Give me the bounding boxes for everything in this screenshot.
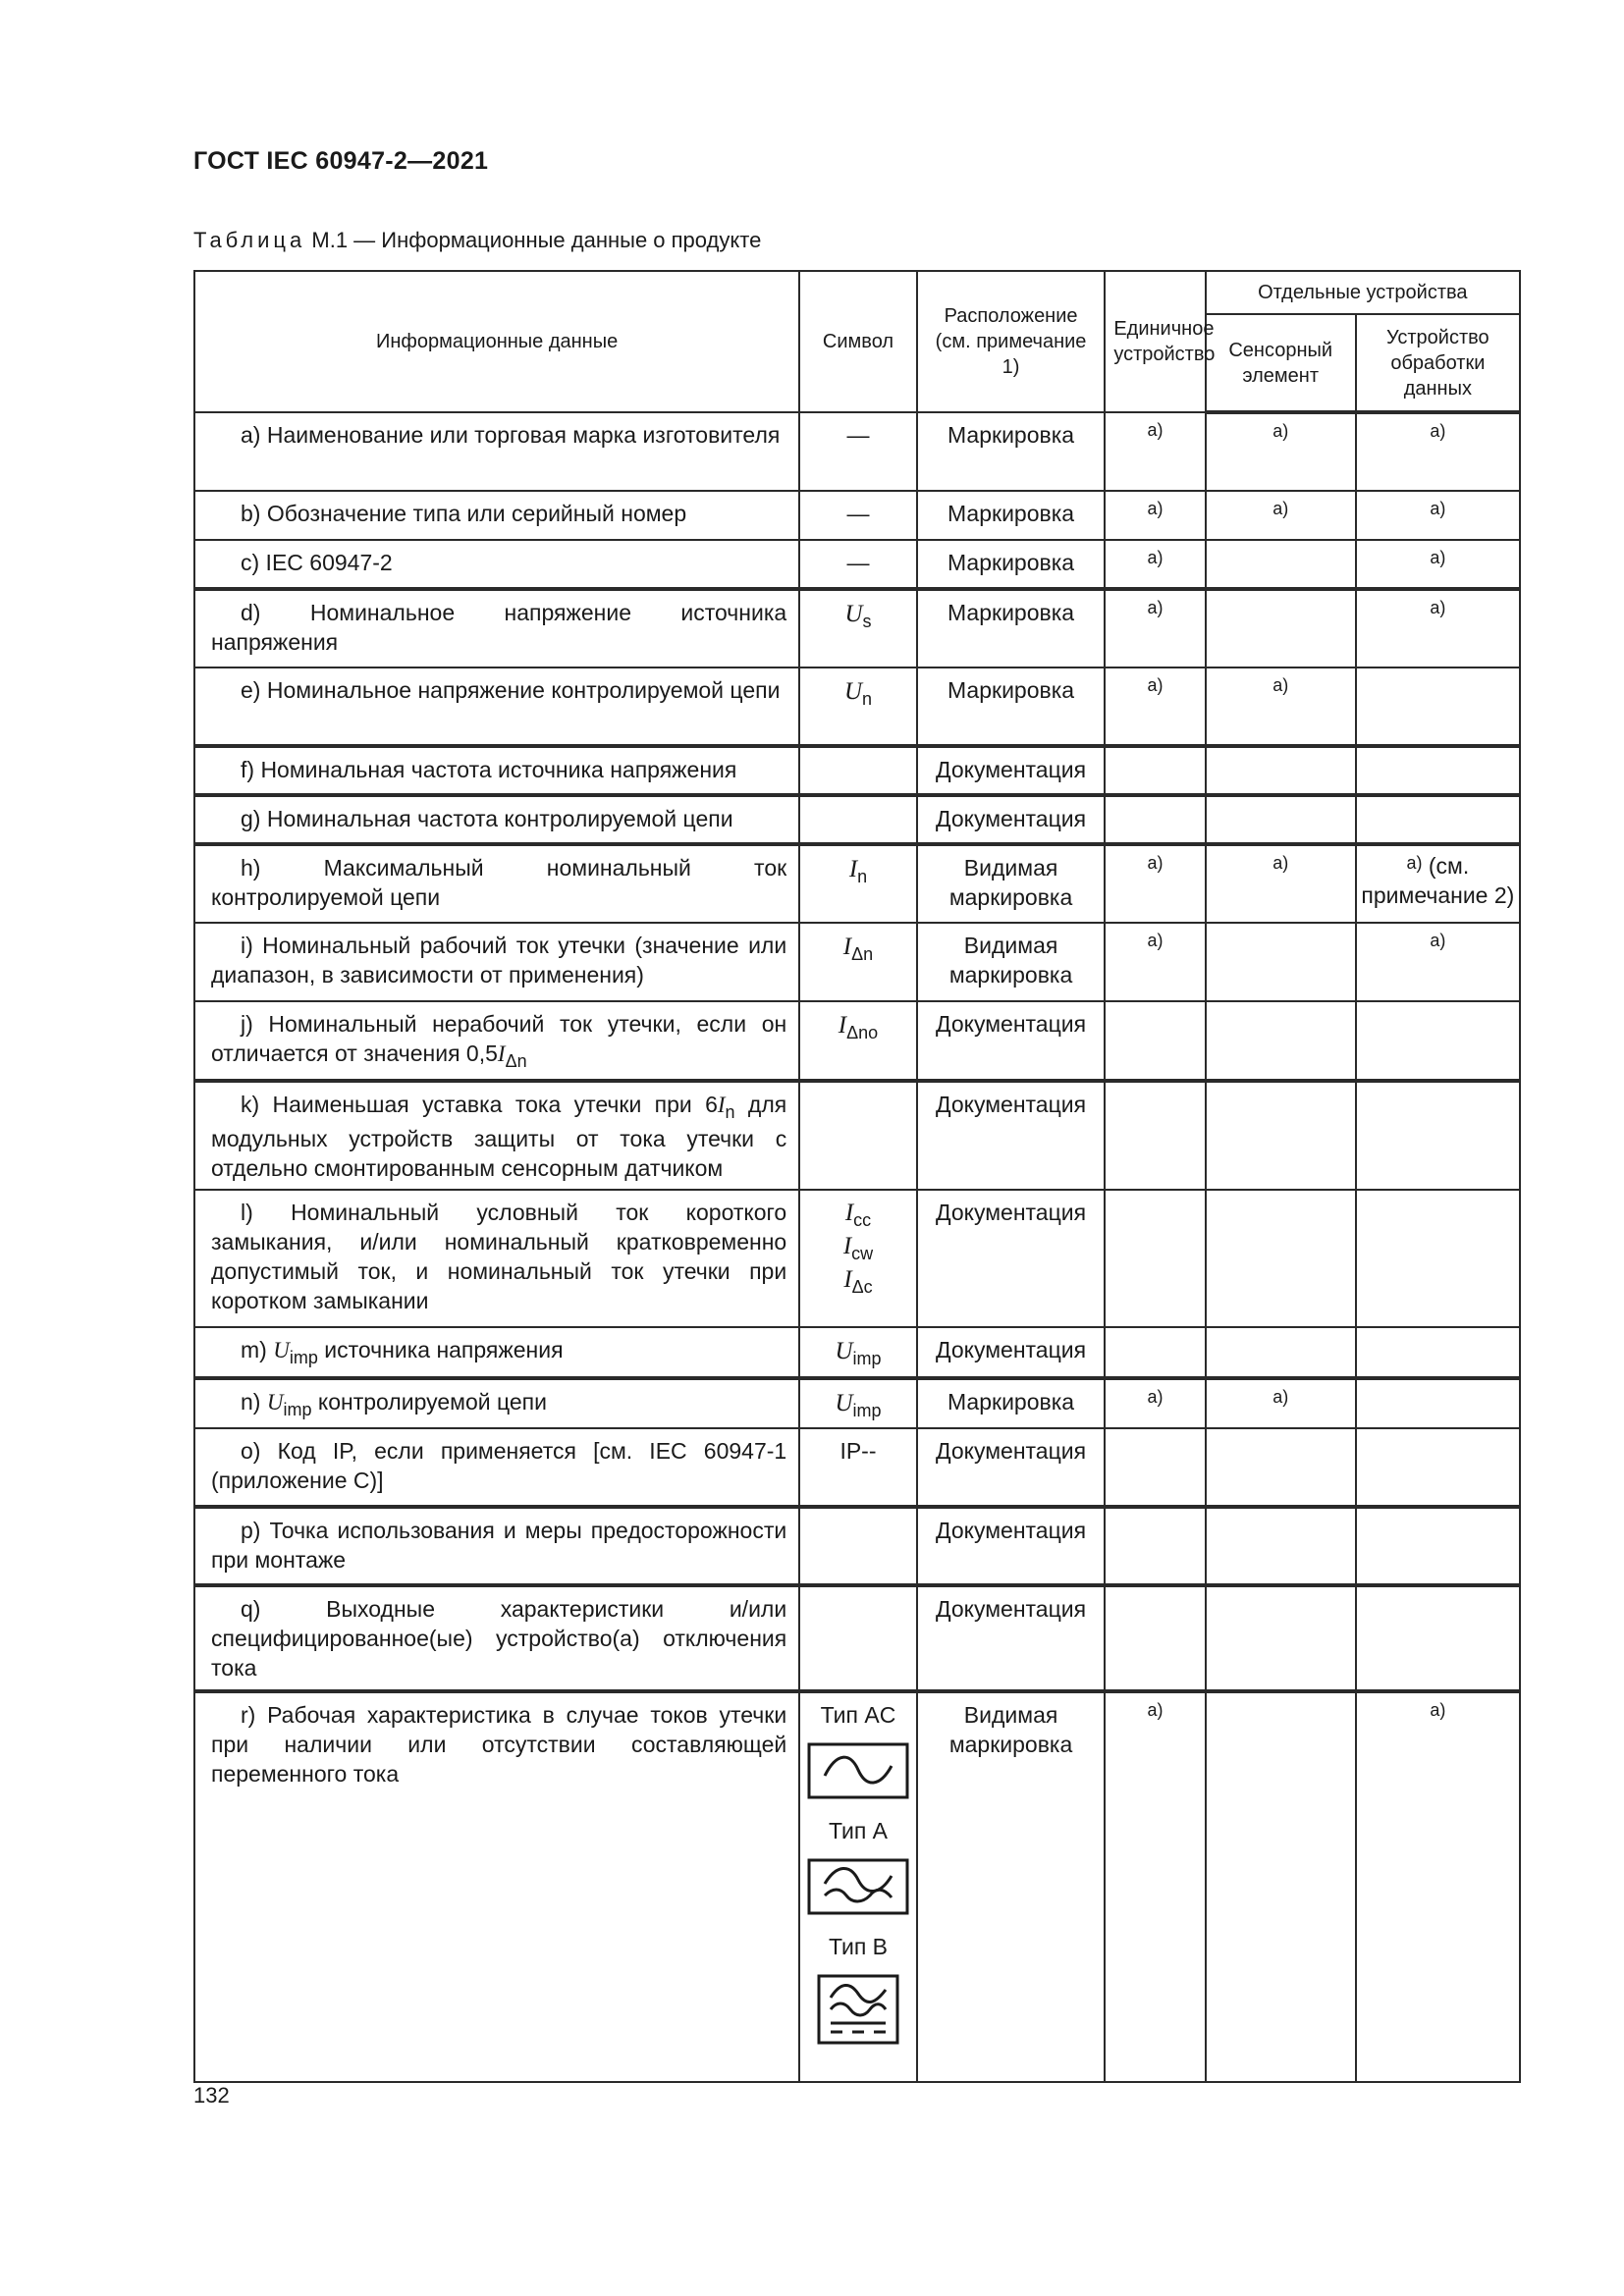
header-processor: Устройство обработки данных — [1356, 314, 1520, 412]
footnote-mark: a) — [1356, 1691, 1520, 2082]
location-cell: Видимая маркировка — [917, 1691, 1106, 2082]
type-a-label: Тип A — [828, 1817, 889, 1843]
table-row — [194, 746, 1520, 795]
footnote-mark: a) — [1356, 540, 1520, 589]
empty-cell — [1105, 1081, 1205, 1190]
empty-cell — [1206, 1585, 1356, 1691]
empty-cell — [1356, 1001, 1520, 1081]
info-cell: r) Рабочая характеристика в случае токов утечки при наличии или отсутствии составляющей переменного тока — [194, 1691, 799, 2082]
empty-cell — [1206, 1081, 1356, 1190]
empty-cell — [1206, 1190, 1356, 1327]
symbol-cell: $U_{imp}$ — [799, 1378, 917, 1428]
symbol-cell: $U_{imp}$ — [799, 1327, 917, 1377]
table-row — [194, 1081, 1520, 1190]
table-row — [194, 412, 1520, 491]
info-cell: i) Номинальный рабочий ток утечки (значение или диапазон, в зависимости от применения) — [194, 923, 799, 1001]
symbol-cell: $U_s$ — [799, 589, 917, 667]
footnote-mark: a) — [1105, 491, 1205, 540]
info-cell: a) Наименование или торговая марка изготовителя — [194, 412, 799, 491]
symbol-cell: — — [799, 491, 917, 540]
empty-cell — [799, 1507, 917, 1585]
footnote-mark: a) — [1206, 1378, 1356, 1428]
info-cell: q) Выходные характеристики и/или специфицированное(ые) устройство(а) отключения тока — [194, 1585, 799, 1691]
info-cell: d) Номинальное напряжение источника напряжения — [194, 589, 799, 667]
footnote-mark: a) — [1356, 491, 1520, 540]
footnote-mark: a) — [1356, 412, 1520, 491]
empty-cell — [1206, 923, 1356, 1001]
header-location: Расположение (см. примечание 1) — [917, 271, 1106, 412]
location-cell: Документация — [917, 1327, 1106, 1377]
empty-cell — [1206, 1001, 1356, 1081]
table-row — [194, 1378, 1520, 1428]
empty-cell — [1105, 795, 1205, 844]
document-header: ГОСТ IEC 60947-2—2021 — [193, 147, 489, 175]
table-caption — [193, 228, 761, 253]
info-cell: h) Максимальный номинальный ток контролируемой цепи — [194, 844, 799, 923]
header-sensor: Сенсорный элемент — [1206, 314, 1356, 412]
product-info-table — [193, 270, 1521, 2083]
footnote-with-note: $^{a)}$ (см. примечание 2) — [1356, 844, 1520, 923]
table-row — [194, 589, 1520, 667]
empty-cell — [799, 1081, 917, 1190]
location-cell: Маркировка — [917, 589, 1106, 667]
empty-cell — [1356, 1585, 1520, 1691]
footnote-mark: a) — [1206, 491, 1356, 540]
location-cell: Маркировка — [917, 540, 1106, 589]
location-cell: Видимая маркировка — [917, 923, 1106, 1001]
footnote-mark: a) — [1206, 844, 1356, 923]
empty-cell — [1206, 795, 1356, 844]
table-row — [194, 795, 1520, 844]
a-type-symbol-icon — [807, 1858, 909, 1915]
empty-cell — [1356, 1190, 1520, 1327]
empty-cell — [1105, 1428, 1205, 1507]
symbol-cell — [799, 1190, 917, 1327]
table-row — [194, 491, 1520, 540]
info-cell: k) Наименьшая уставка тока утечки при $6I_n$ для модульных устройств защиты от тока утечки с отдельно смонтированным сенсорным датчиком — [194, 1081, 799, 1190]
empty-cell — [1356, 746, 1520, 795]
empty-cell — [1206, 540, 1356, 589]
page-number: 132 — [193, 2083, 230, 2108]
footnote-mark: a) — [1105, 540, 1205, 589]
table-row — [194, 1327, 1520, 1377]
info-cell: b) Обозначение типа или серийный номер — [194, 491, 799, 540]
empty-cell — [1105, 1327, 1205, 1377]
table-row — [194, 844, 1520, 923]
location-cell: Документация — [917, 746, 1106, 795]
info-cell: f) Номинальная частота источника напряжения — [194, 746, 799, 795]
location-cell: Документация — [917, 1507, 1106, 1585]
table-row — [194, 1428, 1520, 1507]
empty-cell — [1105, 1001, 1205, 1081]
empty-cell — [1206, 1691, 1356, 2082]
type-symbols-cell — [799, 1691, 917, 2082]
table-row — [194, 667, 1520, 746]
info-cell: p) Точка использования и меры предосторожности при монтаже — [194, 1507, 799, 1585]
symbol-cell: $U_n$ — [799, 667, 917, 746]
empty-cell — [1206, 589, 1356, 667]
ac-type-symbol-icon — [807, 1742, 909, 1799]
table-row — [194, 923, 1520, 1001]
location-cell: Маркировка — [917, 491, 1106, 540]
info-cell: l) Номинальный условный ток короткого замыкания, и/или номинальный кратковременно допустимый ток, и номинальный ток утечки при коротком замыкании — [194, 1190, 799, 1327]
table-row — [194, 1691, 1520, 2082]
location-cell: Документация — [917, 1081, 1106, 1190]
location-cell: Видимая маркировка — [917, 844, 1106, 923]
empty-cell — [1105, 1585, 1205, 1691]
empty-cell — [1105, 1507, 1205, 1585]
info-cell: n) $U_{imp}$ контролируемой цепи — [194, 1378, 799, 1428]
symbol-cell: — — [799, 412, 917, 491]
empty-cell — [1356, 667, 1520, 746]
footnote-mark: a) — [1105, 1691, 1205, 2082]
symbol-idc: $I_{\Delta c}$ — [843, 1265, 873, 1297]
empty-cell — [1356, 1507, 1520, 1585]
info-cell: c) IEC 60947-2 — [194, 540, 799, 589]
location-cell: Документация — [917, 1001, 1106, 1081]
footnote-mark: a) — [1356, 589, 1520, 667]
location-cell: Маркировка — [917, 412, 1106, 491]
type-ac-label: Тип AC — [820, 1701, 896, 1728]
footnote-mark: a) — [1206, 412, 1356, 491]
empty-cell — [1356, 1428, 1520, 1507]
empty-cell — [1356, 1327, 1520, 1377]
footnote-mark: a) — [1105, 667, 1205, 746]
caption-label: Таблица — [193, 228, 306, 252]
empty-cell — [1356, 795, 1520, 844]
info-cell: g) Номинальная частота контролируемой цепи — [194, 795, 799, 844]
table-row — [194, 1507, 1520, 1585]
empty-cell — [1206, 1428, 1356, 1507]
footnote-mark: a) — [1105, 844, 1205, 923]
header-separate-devices: Отдельные устройства — [1206, 271, 1520, 314]
symbol-cell: $I_{\Delta n}$ — [799, 923, 917, 1001]
table-row — [194, 540, 1520, 589]
empty-cell — [1356, 1081, 1520, 1190]
table-row — [194, 1190, 1520, 1327]
info-cell: m) $U_{imp}$ источника напряжения — [194, 1327, 799, 1377]
location-cell: Документация — [917, 795, 1106, 844]
empty-cell — [1206, 1327, 1356, 1377]
caption-text: М.1 — Информационные данные о продукте — [311, 228, 762, 252]
empty-cell — [1356, 1378, 1520, 1428]
empty-cell — [1206, 1507, 1356, 1585]
symbol-icc: $I_{cc}$ — [844, 1200, 872, 1231]
symbol-cell: $I_{\Delta no}$ — [799, 1001, 917, 1081]
info-cell: e) Номинальное напряжение контролируемой цепи — [194, 667, 799, 746]
empty-cell — [1206, 746, 1356, 795]
location-cell: Документация — [917, 1428, 1106, 1507]
b-type-symbol-icon — [817, 1974, 899, 2045]
symbol-cell: IP-- — [799, 1428, 917, 1507]
footnote-mark: a) — [1356, 923, 1520, 1001]
empty-cell — [799, 795, 917, 844]
table-row — [194, 1001, 1520, 1081]
info-cell: j) Номинальный нерабочий ток утечки, если он отличается от значения $0,5I_{\Delta n}$ — [194, 1001, 799, 1081]
table-row — [194, 1585, 1520, 1691]
symbol-cell: — — [799, 540, 917, 589]
header-single-device: Единичное устройство — [1105, 271, 1205, 412]
type-b-label: Тип B — [828, 1933, 889, 1959]
location-cell: Маркировка — [917, 667, 1106, 746]
empty-cell — [1105, 746, 1205, 795]
symbol-icw: $I_{cw}$ — [842, 1233, 874, 1264]
footnote-mark: a) — [1105, 923, 1205, 1001]
location-cell: Документация — [917, 1585, 1106, 1691]
location-cell: Документация — [917, 1190, 1106, 1327]
location-cell: Маркировка — [917, 1378, 1106, 1428]
info-cell: o) Код IP, если применяется [см. IEC 60947-1 (приложение С)] — [194, 1428, 799, 1507]
footnote-mark: a) — [1206, 667, 1356, 746]
header-symbol: Символ — [799, 271, 917, 412]
footnote-mark: a) — [1105, 589, 1205, 667]
footnote-mark: a) — [1105, 412, 1205, 491]
footnote-mark: a) — [1105, 1378, 1205, 1428]
empty-cell — [799, 1585, 917, 1691]
header-info: Информационные данные — [194, 271, 799, 412]
symbol-cell: $I_n$ — [799, 844, 917, 923]
empty-cell — [799, 746, 917, 795]
empty-cell — [1105, 1190, 1205, 1327]
